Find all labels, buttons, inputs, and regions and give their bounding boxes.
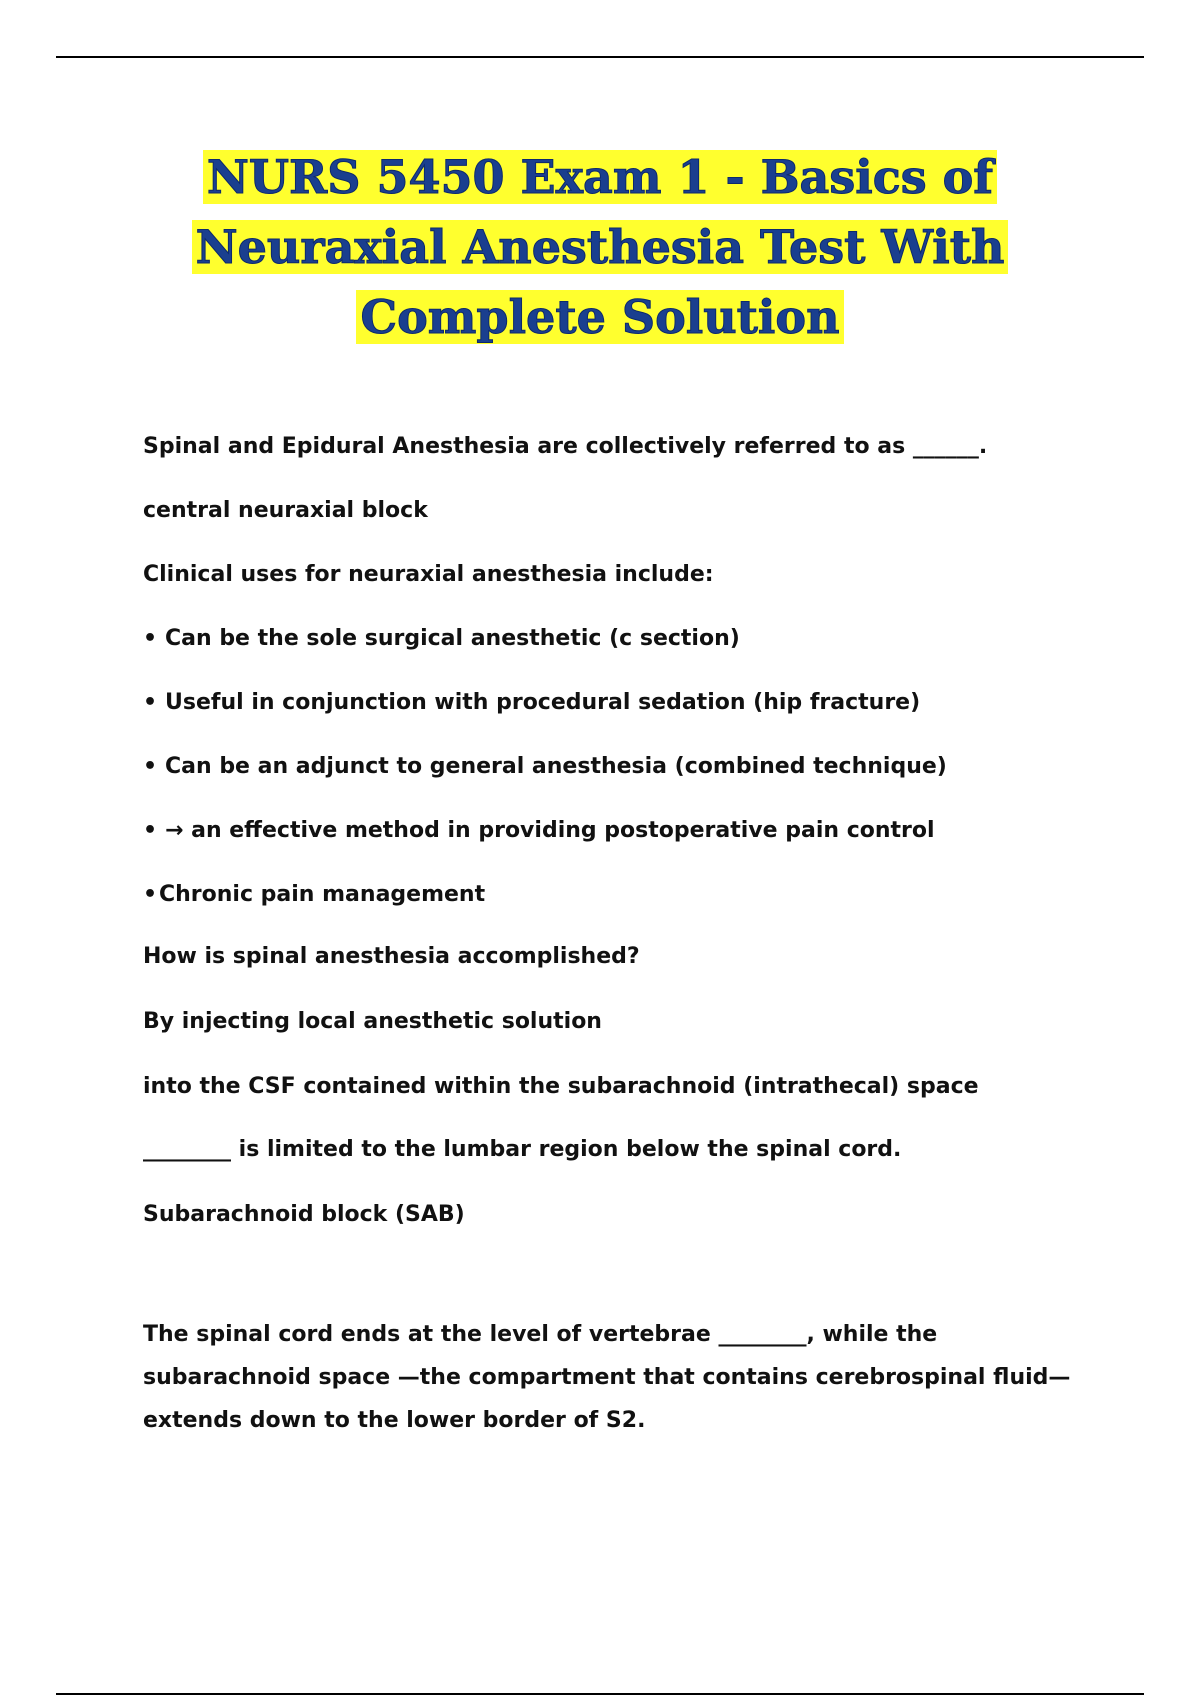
bullet-icon: • (143, 626, 158, 651)
question-5: The spinal cord ends at the level of vertebrae ________, while the subarachnoid space —the compartment that contains cerebrospinal fluid— extends down to the lower border of S2. (143, 1322, 1071, 1433)
bullet-icon: • (143, 818, 158, 843)
answer-3-line-2: into the CSF contained within the subarachnoid (intrathecal) space (143, 1074, 979, 1099)
bullet-item: • Can be the sole surgical anesthetic (c section) (143, 626, 740, 651)
document-title (0, 142, 1200, 352)
answer-3-line-1: By injecting local anesthetic solution (143, 1009, 602, 1034)
bullet-icon: • (143, 754, 158, 779)
bullet-icon: • (143, 882, 158, 907)
bullet-item: • Can be an adjunct to general anesthesia (combined technique) (143, 754, 947, 779)
title-line-1: NURS 5450 Exam 1 - Basics of (0, 142, 1200, 212)
title-line-2: Neuraxial Anesthesia Test With (0, 212, 1200, 282)
title-line-3: Complete Solution (0, 282, 1200, 352)
answer-1: central neuraxial block (143, 498, 428, 523)
bullet-item: • → an effective method in providing postoperative pain control (143, 818, 935, 843)
bullet-item: • Useful in conjunction with procedural sedation (hip fracture) (143, 690, 921, 715)
question-1: Spinal and Epidural Anesthesia are collectively referred to as ______. (143, 434, 988, 459)
question-4: ________ is limited to the lumbar region below the spinal cord. (143, 1137, 902, 1162)
bullet-item: •Chronic pain management (143, 882, 486, 907)
bullet-icon: • (143, 690, 158, 715)
question-2: Clinical uses for neuraxial anesthesia include: (143, 562, 714, 587)
top-rule (56, 56, 1144, 58)
question-3: How is spinal anesthesia accomplished? (143, 944, 640, 969)
answer-4: Subarachnoid block (SAB) (143, 1202, 465, 1227)
bottom-rule (56, 1693, 1144, 1695)
